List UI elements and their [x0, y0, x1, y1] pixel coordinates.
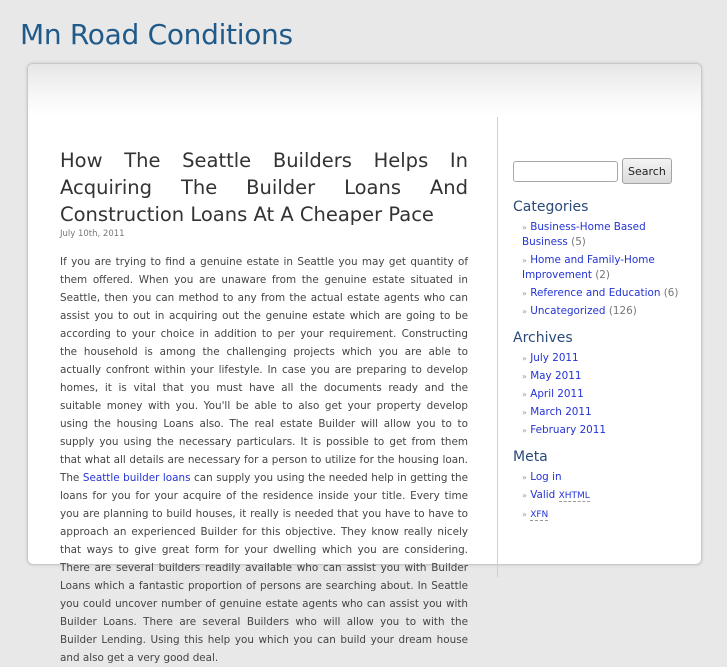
sidebar	[513, 158, 683, 526]
page-frame	[27, 63, 702, 664]
archive-link-may-2011[interactable]: May 2011	[530, 370, 582, 382]
xfn-abbr: XFN	[530, 510, 549, 520]
bullet-icon: »	[522, 491, 527, 500]
category-count: (2)	[595, 269, 610, 281]
meta-item	[522, 507, 683, 523]
archives-title: Archives	[513, 330, 573, 346]
header-band	[28, 64, 701, 116]
archives-list	[513, 351, 683, 438]
bullet-icon: »	[522, 354, 527, 363]
archive-link-april-2011[interactable]: April 2011	[530, 388, 584, 400]
category-link-reference-education[interactable]: Reference and Education	[530, 287, 661, 299]
archive-item	[522, 405, 683, 420]
post-date: July 10th, 2011	[60, 229, 125, 239]
archive-link-february-2011[interactable]: February 2011	[530, 424, 607, 436]
category-item	[522, 220, 683, 250]
archive-link-march-2011[interactable]: March 2011	[530, 406, 592, 418]
categories-title: Categories	[513, 199, 589, 215]
category-link-business-home-based[interactable]: Business-Home Based Business	[522, 221, 646, 248]
site-title-link[interactable]: Mn Road Conditions	[20, 18, 293, 51]
meta-item	[522, 470, 683, 485]
category-item	[522, 253, 683, 283]
category-link-uncategorized[interactable]: Uncategorized	[530, 305, 606, 317]
bullet-icon: »	[522, 473, 527, 482]
search-button[interactable]: Search	[622, 158, 672, 184]
bullet-icon: »	[522, 390, 527, 399]
meta-item	[522, 488, 683, 504]
xfn-link[interactable]	[530, 508, 548, 520]
bullet-icon: »	[522, 223, 527, 232]
bullet-icon: »	[522, 426, 527, 435]
valid-xhtml-link[interactable]	[530, 489, 590, 501]
bullet-icon: »	[522, 256, 527, 265]
valid-label: Valid	[530, 489, 556, 501]
archive-link-july-2011[interactable]: July 2011	[530, 352, 579, 364]
sidebar-divider	[497, 117, 498, 577]
post-body	[60, 253, 468, 667]
category-count: (5)	[571, 236, 586, 248]
archive-item	[522, 351, 683, 366]
bullet-icon: »	[522, 307, 527, 316]
bullet-icon: »	[522, 372, 527, 381]
categories-list	[513, 220, 683, 319]
seattle-builder-loans-link[interactable]: Seattle builder loans	[82, 472, 191, 484]
archive-item	[522, 423, 683, 438]
meta-title: Meta	[513, 449, 548, 465]
bullet-icon: »	[522, 289, 527, 298]
bullet-icon: »	[522, 408, 527, 417]
archive-item	[522, 387, 683, 402]
search-input[interactable]	[513, 161, 618, 182]
category-link-home-family[interactable]: Home and Family-Home Improvement	[522, 254, 655, 281]
post-title[interactable]: How The Seattle Builders Helps In Acquiring The Builder Loans And Construction Loans At A Cheaper Pace	[60, 149, 468, 226]
category-count: (6)	[663, 287, 679, 299]
search-form	[513, 158, 683, 184]
post	[60, 147, 468, 667]
category-count: (126)	[608, 305, 637, 317]
bullet-icon: »	[522, 510, 527, 519]
category-item	[522, 286, 683, 301]
meta-list	[513, 470, 683, 523]
category-item	[522, 304, 683, 319]
post-body-text-2: can supply you using the needed help in getting the loans for you for your acquire of the residence inside your title. Every time you are planning to build houses, it really is needed that you have to have to approach an experienced Builder for this objective. They know really nicely that ways to give great form for your dwelling which you are considering. There are several builders readily available who can assist you with Builder Loans which a fantastic proportion of persons are searching about. In Seattle you could uncover number of genuine estate agents who can assist you with Builder Loans. There are several Builders who will allow you to with the Builder Lending. Using this help you which you can build your dream house and also get a very good deal.	[60, 472, 468, 664]
login-link[interactable]: Log in	[530, 471, 562, 483]
archive-item	[522, 369, 683, 384]
xhtml-abbr: XHTML	[558, 491, 590, 501]
post-body-text-1: If you are trying to find a genuine estate in Seattle you may get quantity of them offered. When you are unaware from the genuine estate situated in Seattle, then you can method to any from the actual estate agents who can assist you to out in acquiring out the genuine estate which are going to be according to your choice in addition to per your requirement. Constructing the household is among the challenging projects which you are able to actually confront within your lifestyle. In case you are preparing to develop homes, it is vital that you must have all the documents ready and the suitable money with you. You'll be able to also get your property develop using the housing Loans also. The real estate Builder will allow you to to supply you using the necessary particulars. It is possible to get from them that what all details are necessary for a person to utilize for the housing loan. The	[60, 256, 468, 484]
